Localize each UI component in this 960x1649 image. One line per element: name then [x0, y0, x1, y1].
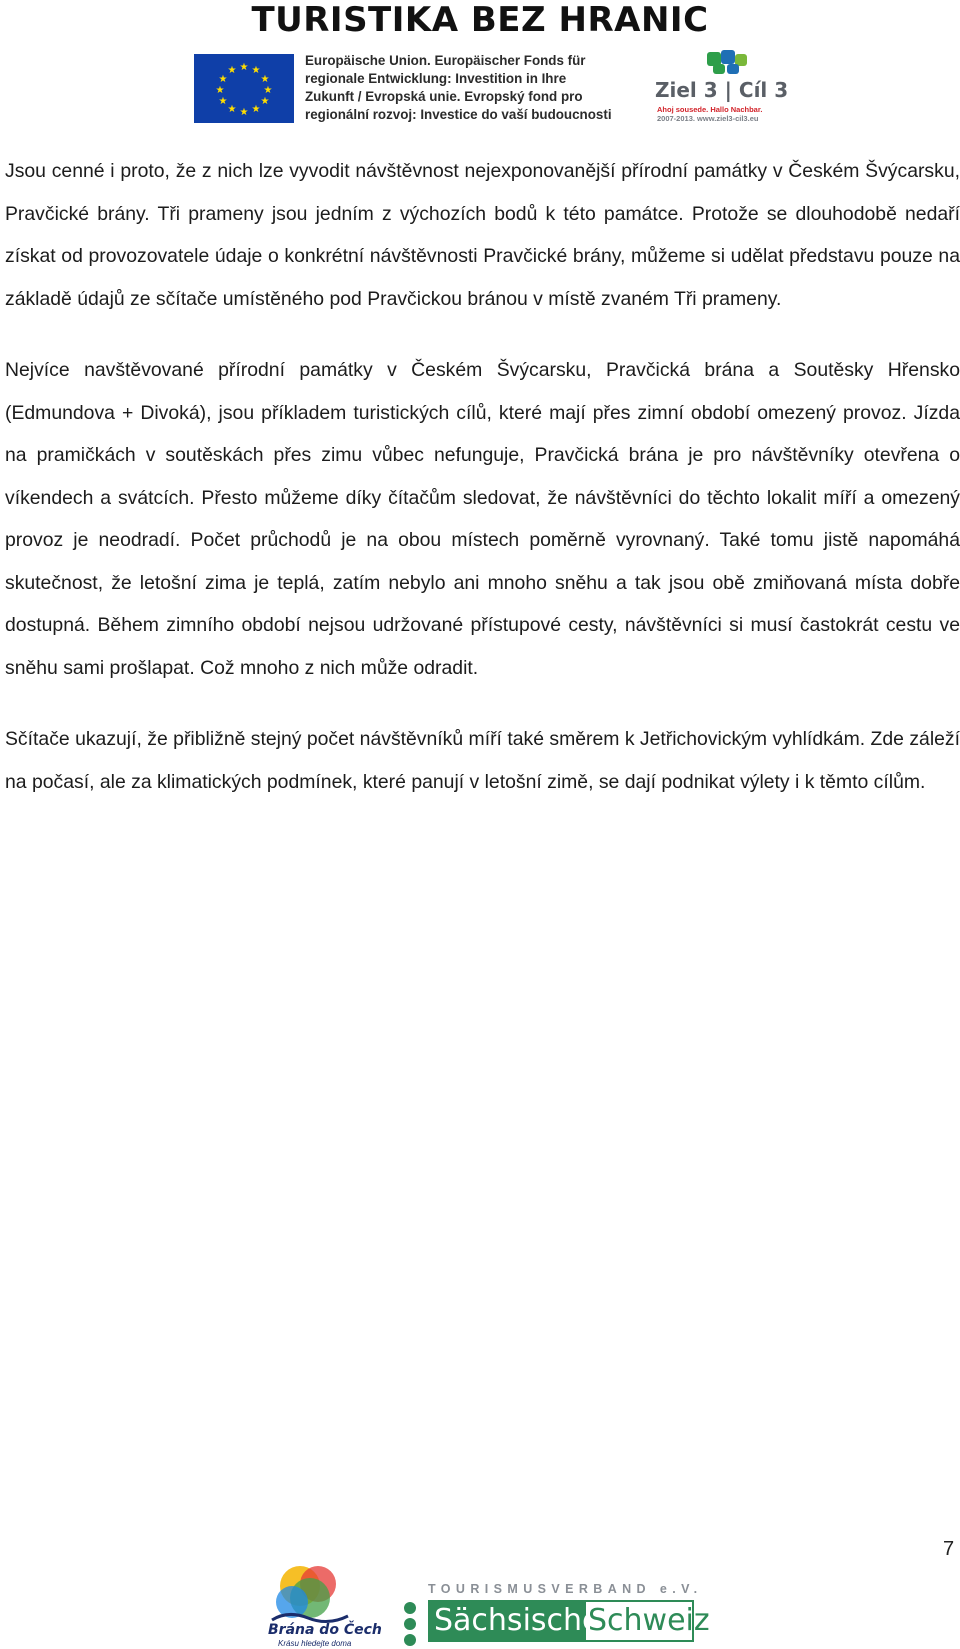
saechsische-word: Sächsische: [434, 1603, 601, 1638]
svg-text:★: ★: [251, 65, 261, 76]
eu-text-line: Europäische Union. Europäischer Fonds für: [305, 53, 586, 68]
brana-do-cech-name: Brána do Čech: [268, 1622, 382, 1638]
svg-text:★: ★: [251, 104, 261, 115]
ziel3-subtitle-line: Ahoj sousede. Hallo Nachbar.: [657, 105, 763, 114]
brana-do-cech-tagline: Krásu hledejte doma: [278, 1639, 352, 1648]
svg-text:★: ★: [260, 74, 270, 85]
svg-text:★: ★: [218, 96, 228, 107]
brana-do-cech-logo: [268, 1562, 352, 1624]
eu-text-line: Zukunft / Evropská unie. Evropský fond pro: [305, 89, 583, 104]
eu-flag-logo: [194, 54, 294, 123]
paragraph: Nejvíce navštěvované přírodní památky v Českém Švýcarsku, Pravčická brána a Soutěsky Hřensko (Edmundova + Divoká), jsou příkladem turistických cílů, které mají přes zimní období omezený provoz. Jízda na pramičkách v soutěskách přes zimu vůbec nefunguje, Pravčická brána je pro návštěvníky otevřena o víkendech a svátcích. Přesto můžeme díky čítačům sledovat, že návštěvníci do těchto lokalit míří a omezený provoz je neodradí. Počet průchodů je na obou místech poměrně vyrovnaný. Také tomu jistě napomáhá skutečnost, že letošní zima je teplá, zatím nebylo ani mnoho sněhu a tak jsou obě zmiňovaná místa dobře dostupná. Během zimního období nejsou udržované přístupové cesty, návštěvníci si musí častokrát cestu ve sněhu sami prošlapat. Což mnoho z nich může odradit.: [5, 359, 960, 679]
tourismusverband-text: TOURISMUSVERBAND e.V.: [428, 1582, 703, 1596]
svg-text:★: ★: [239, 62, 249, 73]
svg-text:★: ★: [260, 96, 270, 107]
page-number: 7: [943, 1538, 955, 1560]
main-content: [5, 150, 960, 832]
svg-text:★: ★: [227, 65, 237, 76]
ziel3-subtitle-line: 2007-2013. www.ziel3-cil3.eu: [657, 114, 759, 123]
paragraph: Jsou cenné i proto, že z nich lze vyvodit návštěvnost nejexponovanější přírodní památky v Českém Švýcarsku, Pravčické brány. Tři prameny jsou jedním z výchozích bodů k této památce. Protože se dlouhodobě nedaří získat od provozovatele údaje o konkrétní návštěvnosti Pravčické brány, můžeme si udělat představu pouze na základě údajů ze sčítače umístěného pod Pravčickou bránou v místě zvaném Tři prameny.: [5, 160, 960, 310]
document-title: TURISTIKA BEZ HRANIC: [251, 0, 709, 40]
svg-text:★: ★: [263, 85, 273, 96]
eu-fund-text: [305, 52, 625, 124]
eu-text-line: regionální rozvoj: Investice do vaší budoucnosti: [305, 107, 612, 122]
eu-text-line: regionale Entwicklung: Investition in Ihre: [305, 71, 567, 86]
svg-text:★: ★: [218, 74, 228, 85]
saechsische-schweiz-dots-icon: [400, 1598, 430, 1648]
svg-text:★: ★: [227, 104, 237, 115]
svg-text:★: ★: [239, 107, 249, 118]
ziel3-title: Ziel 3 | Cíl 3: [655, 78, 789, 102]
ziel3-subtitle: [657, 105, 762, 123]
schweiz-word: Schweiz: [588, 1603, 710, 1638]
paragraph: Sčítače ukazují, že přibližně stejný počet návštěvníků míří také směrem k Jetřichovickým vyhlídkám. Zde záleží na počasí, ale za klimatických podmínek, které panují v letošní zimě, se dají podnikat výlety i k těmto cílům.: [5, 728, 960, 793]
svg-text:★: ★: [215, 85, 225, 96]
